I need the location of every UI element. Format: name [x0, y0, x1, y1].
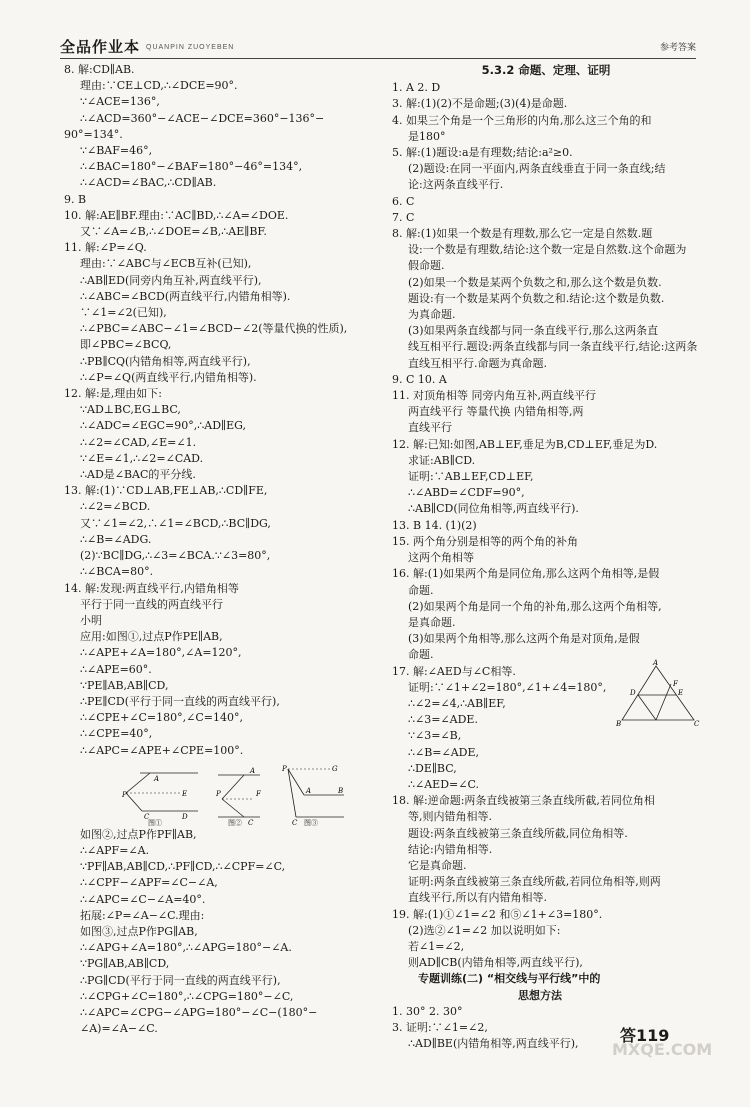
answer-line: ∴∠ABC=∠BCD(两直线平行,内错角相等).	[80, 289, 291, 303]
answer-line: ∴∠APE+∠A=180°,∠A=120°,	[80, 646, 242, 660]
svg-text:A: A	[653, 659, 659, 667]
answer-line: 如图③,过点P作PG∥AB,	[80, 924, 198, 938]
answer-line: ∴∠B=∠ADE,	[408, 745, 480, 759]
answer-line: 3. 证明:∵∠1=∠2,	[392, 1020, 488, 1034]
special-training-subtitle: 思想方法	[518, 988, 562, 1002]
svg-text:P: P	[282, 764, 287, 773]
answer-line: ∵∠1=∠2(已知),	[80, 306, 167, 320]
answer-line: ∴PG∥CD(平行于同一直线的两直线平行),	[80, 973, 281, 987]
answer-line: ∵∠3=∠B,	[408, 729, 462, 743]
answer-line: 小明	[80, 613, 102, 627]
special-training-title: 专题训练(二) “相交线与平行线”中的	[418, 972, 601, 986]
answer-line: 5. 解:(1)题设:a是有理数;结论:a²≥0.	[392, 146, 573, 160]
answer-line: ∴∠B=∠ADG.	[80, 532, 152, 546]
svg-text:P: P	[122, 790, 127, 799]
answer-line: ∴∠APG+∠A=180°,∴∠APG=180°−∠A.	[80, 941, 292, 955]
answer-line: ∵PF∥AB,AB∥CD,∴PF∥CD,∴∠CPF=∠C,	[80, 860, 286, 874]
answer-line: 理由:∵∠ABC与∠ECB互补(已知),	[80, 257, 252, 271]
right-column	[392, 62, 700, 1052]
answer-line: 证明:两条直线被第三条直线所截,若同位角相等,则两	[408, 875, 661, 889]
page-number: 答119	[620, 1026, 670, 1045]
figure-3-label: 图③	[304, 818, 318, 827]
answer-line: 线互相平行.题设:两条直线都与同一条直线平行,结论:这两条	[408, 340, 698, 354]
figure-2-label: 图②	[228, 818, 242, 827]
answer-line: 16. 解:(1)如果两个角是同位角,那么这两个角相等,是假	[392, 567, 660, 581]
figures-row	[64, 763, 382, 825]
answer-line: ∴AD是∠BAC的平分线.	[80, 468, 196, 482]
svg-text:E: E	[182, 789, 188, 798]
svg-text:B: B	[338, 786, 344, 795]
answer-line: 平行于同一直线的两直线平行	[80, 597, 223, 611]
answer-line: 15. 两个角分别是相等的两个角的补角	[392, 534, 578, 548]
answer-line: ∴AD∥BE(内错角相等,两直线平行),	[408, 1037, 579, 1051]
answer-line: 这两个角相等	[408, 551, 474, 565]
answer-line: 4. 如果三个角是一个三角形的内角,那么这三个角的和	[392, 113, 652, 127]
svg-text:C: C	[144, 812, 150, 821]
answer-line: (2)如果两个角是同一个角的补角,那么这两个角相等,	[408, 599, 662, 613]
answer-line: 9. B	[64, 192, 87, 206]
watermark-logo: MXQE.COM	[612, 1040, 713, 1059]
header-rule	[60, 58, 696, 59]
figure-1-label: 图①	[148, 818, 162, 827]
answer-line: 等,则内错角相等.	[408, 810, 492, 824]
answer-line: ∴∠ACD=∠BAC,∴CD∥AB.	[80, 176, 217, 190]
answer-line: 拓展:∠P=∠A−∠C.理由:	[80, 908, 205, 922]
svg-text:B: B	[616, 720, 622, 728]
answer-line: 应用:如图①,过点P作PE∥AB,	[80, 630, 223, 644]
triangle-figure	[616, 660, 698, 726]
answer-line: ∴PB∥CQ(内错角相等,两直线平行),	[80, 354, 251, 368]
svg-text:G: G	[332, 764, 338, 773]
answer-line: (2)选②∠1=∠2 加以说明如下:	[408, 923, 561, 937]
answer-line: 又∵∠1=∠2,∴∠1=∠BCD,∴BC∥DG,	[80, 516, 271, 530]
answer-line: ∴∠ABD=∠CDF=90°,	[408, 486, 525, 500]
answer-line: 直线互相平行.命题为真命题.	[408, 356, 547, 370]
answer-line: 命题.	[408, 648, 434, 662]
answer-line: ∵AD⊥BC,EG⊥BC,	[80, 403, 181, 417]
answer-line: ∴PE∥CD(平行于同一直线的两直线平行),	[80, 694, 280, 708]
svg-text:C: C	[248, 818, 254, 827]
answer-line: 是真命题.	[408, 615, 456, 629]
answer-line: 证明:∵AB⊥EF,CD⊥EF,	[408, 470, 534, 484]
answer-line: 如图②,过点P作PF∥AB,	[80, 827, 197, 841]
answer-line: (2)题设:在同一平面内,两条直线垂直于同一条直线;结	[408, 162, 666, 176]
answer-line: ∴∠2=∠4,∴AB∥EF,	[408, 696, 506, 710]
svg-text:A: A	[250, 766, 256, 775]
answer-line: ∴∠CPG+∠C=180°,∴∠CPG=180°−∠C,	[80, 989, 294, 1003]
answer-line: 6. C	[392, 194, 415, 208]
answer-line: ∴∠BAC=180°−∠BAF=180°−46°=134°,	[80, 160, 303, 174]
answer-line: ∴∠APC=∠APE+∠CPE=100°.	[80, 743, 244, 757]
answer-line: ∵PE∥AB,AB∥CD,	[80, 678, 169, 692]
answer-line: 理由:∵CE⊥CD,∴∠DCE=90°.	[80, 79, 238, 93]
answer-line: 12. 解:已知:如图,AB⊥EF,垂足为B,CD⊥EF,垂足为D.	[392, 437, 658, 451]
left-column	[64, 62, 382, 1037]
answer-line: ∴∠AED=∠C.	[408, 777, 479, 791]
brand-subtitle: QUANPIN ZUOYEBEN	[146, 44, 235, 51]
answer-line: 19. 解:(1)①∠1=∠2 和⑤∠1+∠3=180°.	[392, 907, 603, 921]
answer-line: 直线平行,所以有内错角相等.	[408, 891, 547, 905]
answer-line: ∴∠APC=∠CPG−∠APG=180°−∠C−(180°−	[80, 1005, 318, 1019]
answer-line: 题设:有一个数是某两个负数之和.结论:这个数是负数.	[408, 291, 665, 305]
answer-line: 若∠1=∠2,	[408, 939, 465, 953]
answer-line: 两直线平行 等量代换 内错角相等,两	[408, 405, 584, 419]
svg-text:D: D	[630, 689, 636, 697]
answer-line: 设:一个数是有理数,结论:这个数一定是自然数.这个命题为	[408, 243, 687, 257]
page-header	[60, 36, 696, 58]
answer-line: 论:这两条直线平行.	[408, 178, 504, 192]
answer-line: 1. 30° 2. 30°	[392, 1004, 463, 1018]
answer-line: 结论:内错角相等.	[408, 842, 493, 856]
svg-text:E: E	[678, 689, 684, 697]
answer-line: 7. C	[392, 210, 415, 224]
answer-line: (3)如果两条直线都与同一条直线平行,那么这两条直	[408, 324, 659, 338]
svg-text:F: F	[673, 680, 678, 688]
answer-line: ∴∠APF=∠A.	[80, 843, 150, 857]
answer-line: 又∵∠A=∠B,∴∠DOE=∠B,∴AE∥BF.	[80, 225, 267, 239]
svg-text:C: C	[694, 720, 700, 728]
answer-line: 8. 解:CD∥AB.	[64, 63, 135, 76]
answer-line: 假命题.	[408, 259, 445, 273]
answer-line: 为真命题.	[408, 308, 456, 322]
answer-line: (2)∵BC∥DG,∴∠3=∠BCA.∵∠3=80°,	[80, 549, 271, 563]
answer-line: ∵∠E=∠1,∴∠2=∠CAD.	[80, 451, 204, 465]
answer-line: 即∠PBC=∠BCQ,	[80, 338, 172, 352]
answer-line: 9. C 10. A	[392, 372, 447, 386]
brand-title: 全品作业本	[60, 38, 141, 56]
answer-line: (2)如果一个数是某两个负数之和,那么这个数是负数.	[408, 275, 662, 289]
answer-line: ∴∠3=∠ADE.	[408, 713, 478, 727]
answer-line: ∴∠BCA=80°.	[80, 565, 154, 579]
svg-text:P: P	[216, 789, 221, 798]
answer-line: ∴AB∥ED(同旁内角互补,两直线平行),	[80, 273, 262, 287]
answer-line: ∴∠PBC=∠ABC−∠1=∠BCD−∠2(等量代换的性质),	[80, 322, 348, 336]
answer-line: ∴∠APC=∠C−∠A=40°.	[80, 892, 206, 906]
answer-line: ∠A)=∠A−∠C.	[80, 1022, 158, 1036]
answer-line: 17. 解:∠AED与∠C相等.	[392, 664, 516, 678]
answer-line: 13. 解:(1)∵CD⊥AB,FE⊥AB,∴CD∥FE,	[64, 484, 268, 498]
answer-line: ∴∠CPF−∠APF=∠C−∠A,	[80, 876, 218, 890]
answer-line: 3. 解:(1)(2)不是命题;(3)(4)是命题.	[392, 97, 568, 111]
answer-line: ∴∠ACD=360°−∠ACE−∠DCE=360°−136°−	[80, 111, 325, 125]
answer-line: ∴∠P=∠Q(两直线平行,内错角相等).	[80, 370, 257, 384]
figure-1	[122, 763, 202, 823]
svg-text:A: A	[306, 786, 312, 795]
answer-line: ∴∠CPE+∠C=180°,∠C=140°,	[80, 711, 243, 725]
answer-line: 11. 解:∠P=∠Q.	[64, 241, 147, 255]
answer-line: ∴∠2=∠BCD.	[80, 500, 151, 514]
answer-line: 11. 对顶角相等 同旁内角互补,两直线平行	[392, 389, 596, 403]
answer-line: 求证:AB∥CD.	[408, 453, 476, 467]
svg-text:D: D	[182, 812, 188, 821]
answer-line: 18. 解:逆命题:两条直线被第三条直线所截,若同位角相	[392, 794, 655, 808]
answer-line: 14. 解:发现:两直线平行,内错角相等	[64, 581, 239, 595]
answer-line: ∴DE∥BC,	[408, 761, 457, 775]
answer-line: 90°=134°.	[64, 127, 123, 141]
answer-line: 直线平行	[408, 421, 452, 435]
answer-line: ∵∠BAF=46°,	[80, 144, 153, 158]
answer-line: ∵PG∥AB,AB∥CD,	[80, 957, 170, 971]
answer-line: ∵∠ACE=136°,	[80, 95, 160, 109]
answer-line: ∴∠APE=60°.	[80, 662, 152, 676]
answer-line: 证明:∵∠1+∠2=180°,∠1+∠4=180°,	[408, 680, 607, 694]
answer-line: ∴AB∥CD(同位角相等,两直线平行).	[408, 502, 579, 516]
answer-line: 则AD∥CB(内错角相等,两直线平行),	[408, 956, 583, 970]
answer-line: 命题.	[408, 583, 434, 597]
answer-line: 题设:两条直线被第三条直线所截,同位角相等.	[408, 826, 628, 840]
answer-line: ∴∠2=∠CAD,∠E=∠1.	[80, 435, 197, 449]
figure-2	[214, 763, 264, 827]
answer-line: ∴∠CPE=40°,	[80, 727, 153, 741]
svg-text:C: C	[292, 818, 298, 827]
header-section-label: 参考答案	[659, 43, 696, 53]
answer-line: ∴∠ADC=∠EGC=90°,∴AD∥EG,	[80, 419, 247, 433]
answer-line: 1. A 2. D	[392, 81, 441, 95]
svg-text:F: F	[256, 789, 261, 798]
answer-line: 10. 解:AE∥BF.理由:∵AC∥BD,∴∠A=∠DOE.	[64, 208, 289, 222]
answer-line: 它是真命题.	[408, 858, 467, 872]
section-title: 5.3.2 命题、定理、证明	[481, 63, 611, 77]
answer-line: 13. B 14. (1)(2)	[392, 518, 477, 532]
answer-line: 12. 解:是,理由如下:	[64, 387, 162, 401]
answer-line: (3)如果两个角相等,那么这两个角是对顶角,是假	[408, 632, 640, 646]
svg-text:A: A	[154, 774, 160, 783]
answer-line: 8. 解:(1)如果一个数是有理数,那么它一定是自然数.题	[392, 227, 653, 241]
answer-line: 是180°	[408, 129, 446, 143]
